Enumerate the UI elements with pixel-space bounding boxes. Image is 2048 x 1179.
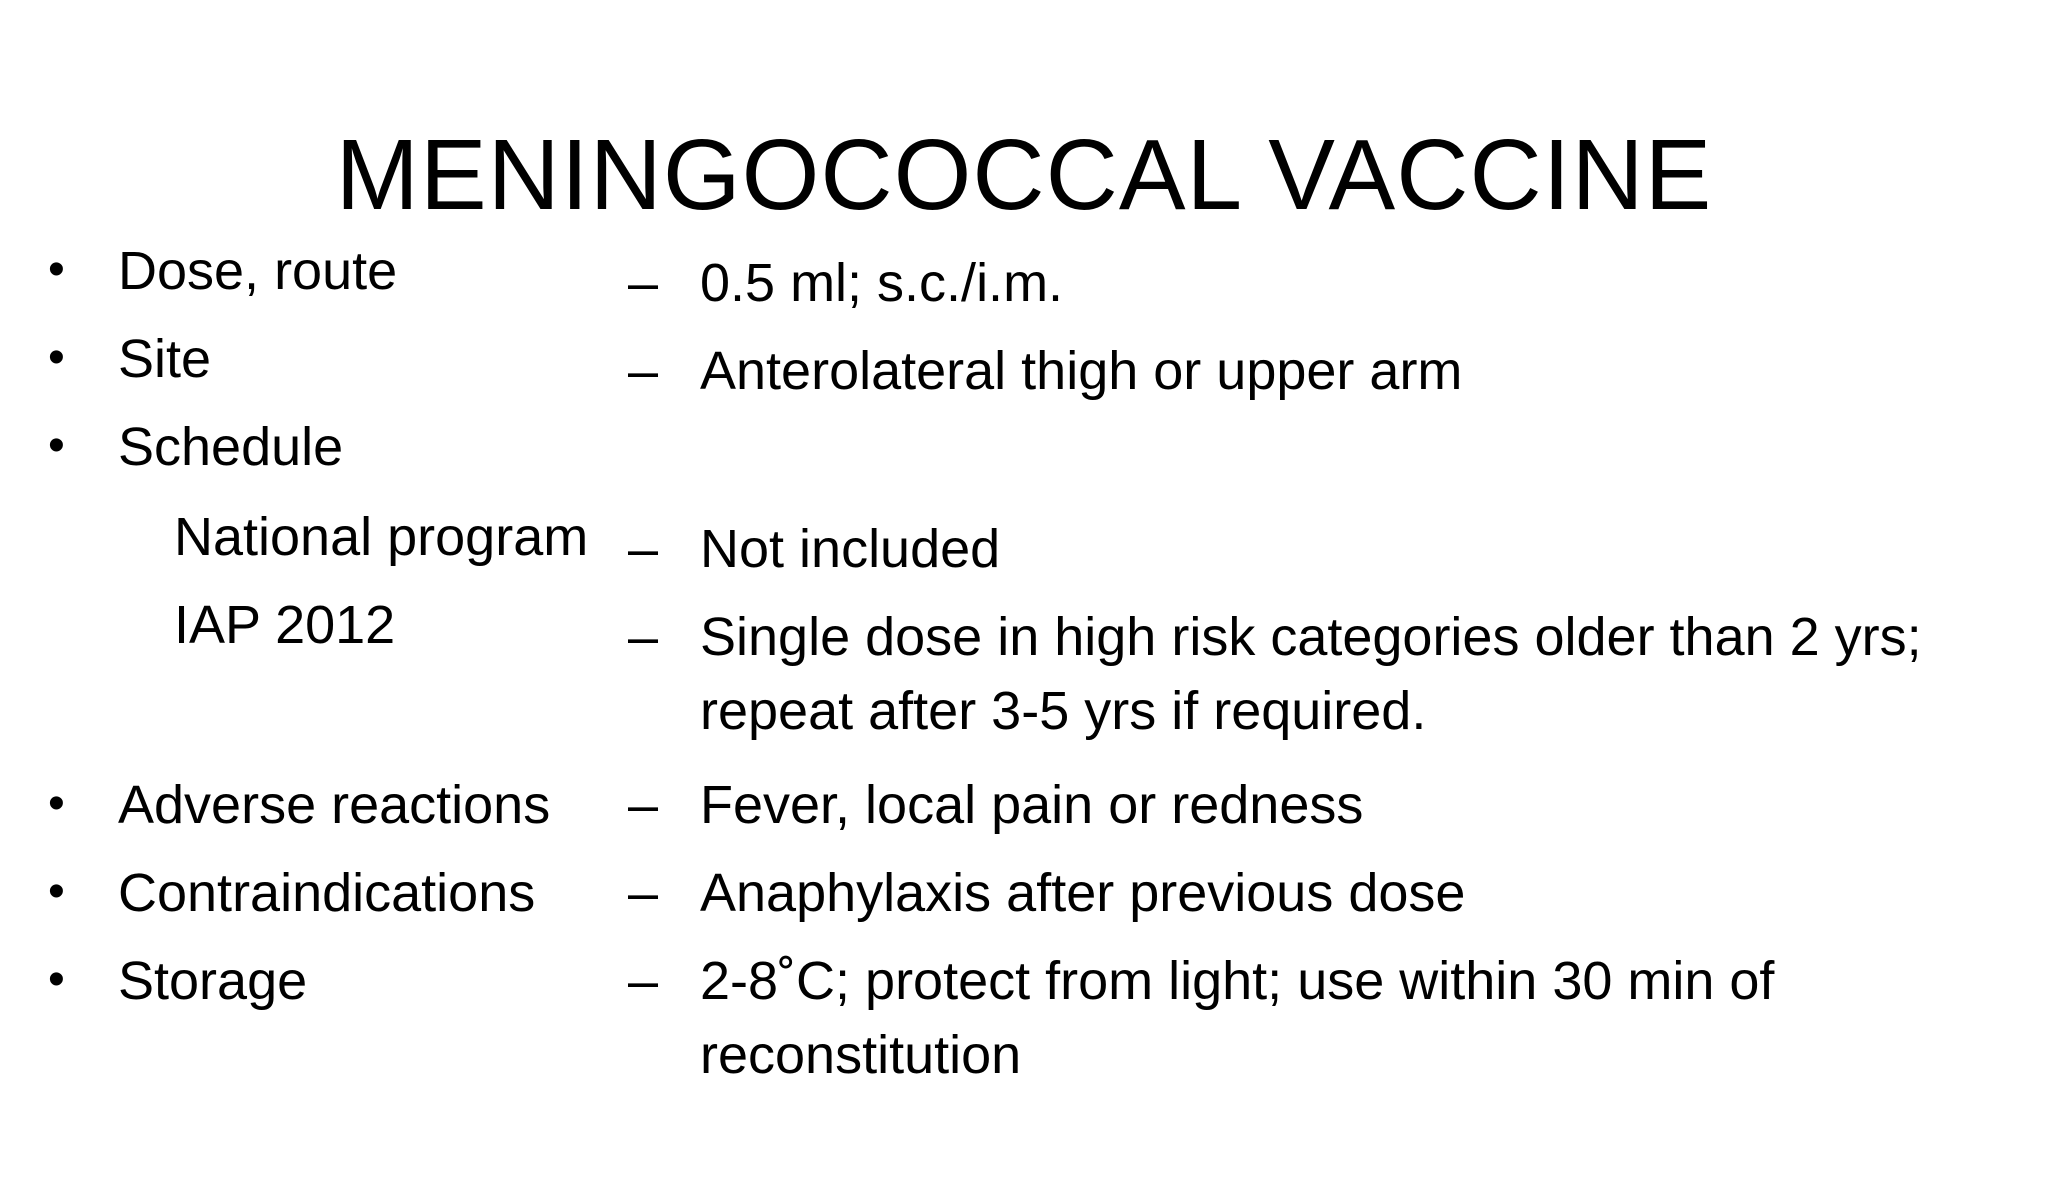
row-label: Storage: [118, 951, 308, 1011]
dash: –: [628, 951, 659, 1011]
row-label: Contraindications: [118, 863, 536, 923]
row-label: Schedule: [118, 417, 344, 477]
bullet: •: [48, 331, 65, 384]
row-label: Dose, route: [118, 241, 398, 301]
row-label: IAP 2012: [174, 595, 396, 655]
dash: –: [628, 341, 659, 401]
row-label: Site: [118, 329, 212, 389]
dash: –: [628, 607, 659, 667]
dash: –: [628, 519, 659, 579]
bullet: •: [48, 243, 65, 296]
row-value: Not included: [700, 519, 1001, 579]
row-value: 2-8˚C; protect from light; use within 30 min of reconstitution: [700, 951, 1775, 1085]
bullet: •: [48, 419, 65, 472]
row-value: Anterolateral thigh or upper arm: [700, 341, 1463, 401]
bullet: •: [48, 865, 65, 918]
bullet: •: [48, 777, 65, 830]
dash: –: [628, 863, 659, 923]
row-value: Single dose in high risk categories older than 2 yrs; repeat after 3-5 yrs if required.: [700, 607, 1922, 741]
row-value: 0.5 ml; s.c./i.m.: [700, 253, 1064, 313]
dash: –: [628, 253, 659, 313]
slide-title: MENINGOCOCCAL VACCINE: [335, 119, 1713, 231]
row-label: Adverse reactions: [118, 775, 551, 835]
dash: –: [628, 775, 659, 835]
row-value: Fever, local pain or redness: [700, 775, 1364, 835]
bullet: •: [48, 953, 65, 1006]
row-value: Anaphylaxis after previous dose: [700, 863, 1466, 923]
row-label: National program: [174, 507, 589, 567]
